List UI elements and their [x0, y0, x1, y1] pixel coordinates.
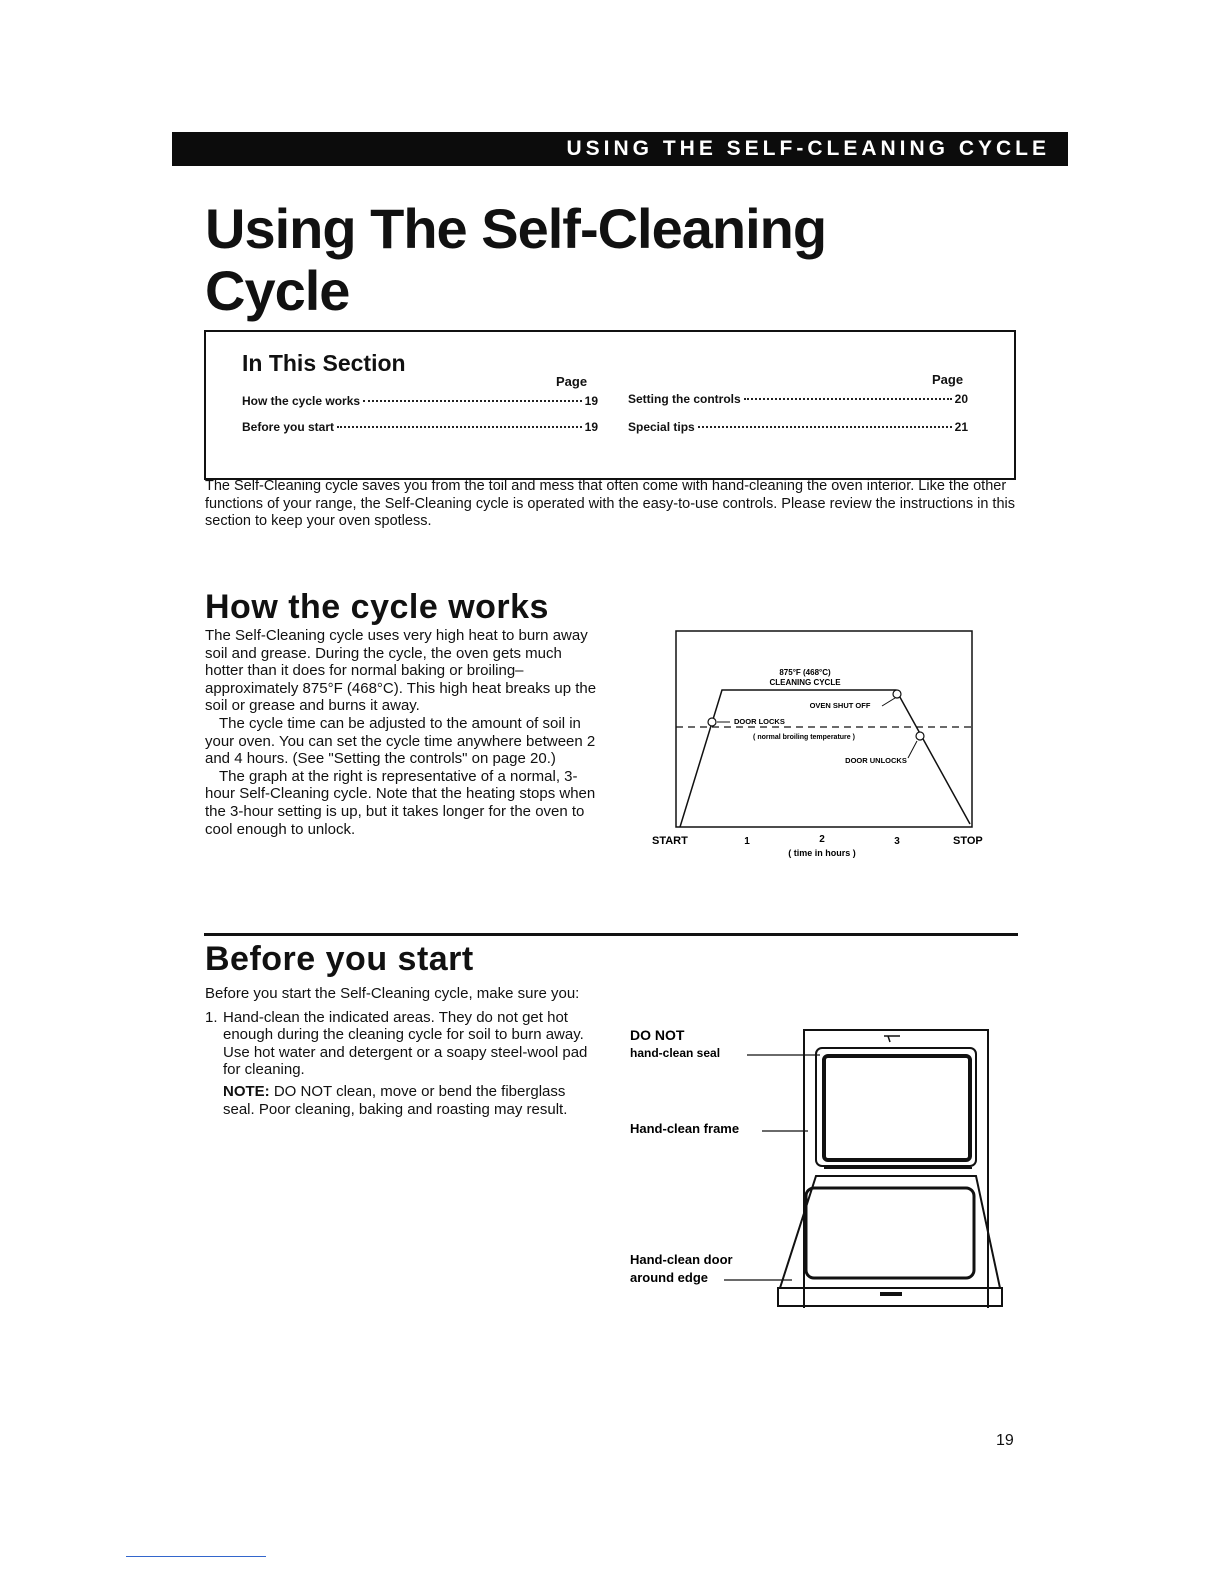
- toc-link-special-tips[interactable]: [628, 420, 968, 434]
- graph-x-tick-2: 2: [819, 834, 825, 845]
- how-paragraph-1: The Self-Cleaning cycle uses very high heat to burn away soil and grease. During the cycle, the oven gets much hotter than it does for normal baking or broiling–approximately 875°F (468°C). This high heat breaks up the soil or grease and burns it away.: [205, 627, 597, 715]
- toc-entry-label: How the cycle works: [242, 394, 361, 408]
- page-number: 19: [996, 1432, 1014, 1449]
- oven-illustration: [620, 1018, 1020, 1328]
- toc-leader: [744, 398, 952, 400]
- oven-drawing: [778, 1030, 1002, 1308]
- seal-label: hand-clean seal: [630, 1046, 721, 1060]
- toc-page-header-left: Page: [556, 374, 588, 389]
- oven-door-open: [780, 1176, 1000, 1288]
- oven-latch: [884, 1036, 900, 1042]
- before-you-start-heading: Before you start: [205, 940, 474, 978]
- toc-entry-page: 19: [584, 394, 598, 408]
- door-label-line-1: Hand-clean door: [630, 1252, 733, 1267]
- toc-entry-label: Before you start: [242, 420, 335, 434]
- oven-cavity-frame: [816, 1048, 976, 1166]
- graph-shut-off-label: OVEN SHUT OFF: [809, 701, 871, 710]
- oven-door-seal: [824, 1056, 970, 1160]
- section-divider: [204, 933, 1018, 936]
- page-title: [205, 198, 1005, 322]
- before-you-start-section: [205, 940, 600, 1118]
- step-1-note: [223, 1083, 600, 1118]
- step-1-text: Hand-clean the indicated areas. They do not get hot enough during the cleaning cycle for soil to burn away. Use hot water and detergent or a soapy steel-wool pad for cleaning.: [223, 1008, 588, 1079]
- graph-door-locks-label: DOOR LOCKS: [734, 717, 785, 726]
- oven-shut-off-marker: [893, 690, 901, 698]
- toc-entry-page: 20: [954, 392, 968, 406]
- intro-paragraph: The Self-Cleaning cycle saves you from the toil and mess that often come with hand-cleaning the oven interior. Like the other functions of your range, the Self-Cleaning cycle is operated with the easy-to-use controls. Please review the instructions in this section to keep your oven spotless.: [205, 478, 1015, 529]
- how-cycle-works-heading: How the cycle works: [205, 588, 549, 626]
- toc-leader: [363, 400, 582, 402]
- how-paragraph-3: The graph at the right is representative of a normal, 3-hour Self-Cleaning cycle. Note that the heating stops when the 3-hour setting is up, but it takes longer for the oven to cool enough to unlock.: [205, 767, 596, 838]
- toc-leader: [337, 426, 582, 428]
- page-title-line-2: Cycle: [205, 259, 350, 322]
- toc-entry-page: 21: [954, 420, 968, 434]
- toc-link-before-you-start[interactable]: [242, 420, 598, 434]
- toc-leader: [698, 426, 952, 428]
- graph-cycle-label: CLEANING CYCLE: [769, 678, 841, 687]
- toc-link-setting-controls[interactable]: [628, 392, 968, 406]
- toc-entry-label: Special tips: [628, 420, 695, 434]
- graph-x-caption: ( time in hours ): [788, 848, 856, 858]
- footer-line: [126, 1556, 266, 1557]
- page-title-line-1: Using The Self-Cleaning: [205, 197, 827, 260]
- graph-x-tick-3: 3: [894, 836, 900, 847]
- temperature-curve: [680, 690, 970, 827]
- step-1: [205, 1009, 600, 1119]
- toc-page-header-right: Page: [932, 372, 964, 387]
- graph-door-unlocks-label: DOOR UNLOCKS: [845, 756, 907, 765]
- graph-x-stop: STOP: [953, 835, 983, 847]
- graph-temp-label: 875°F (468°C): [779, 668, 831, 677]
- graph-x-tick-1: 1: [744, 836, 750, 847]
- how-paragraph-2: The cycle time can be adjusted to the amount of soil in your oven. You can set the cycle time anywhere between 2 and 4 hours. (See "Setting the controls" on page 20.): [205, 714, 596, 768]
- door-label-line-2: around edge: [630, 1270, 709, 1285]
- toc-link-how-cycle-works[interactable]: [242, 394, 598, 408]
- step-1-number: 1.: [205, 1008, 218, 1026]
- unlocks-pointer: [908, 741, 917, 758]
- oven-door-edge: [778, 1288, 1002, 1306]
- graph-normal-broil-label: ( normal broiling temperature ): [753, 734, 855, 741]
- toc-entry-page: 19: [584, 420, 598, 434]
- frame-label: Hand-clean frame: [630, 1121, 740, 1136]
- note-label: NOTE:: [223, 1082, 270, 1100]
- door-unlocks-marker: [916, 732, 924, 740]
- door-locks-marker: [708, 718, 716, 726]
- before-intro: Before you start the Self-Cleaning cycle, make sure you:: [205, 985, 580, 1002]
- note-text: DO NOT clean, move or bend the fiberglass seal. Poor cleaning, baking and roasting may result.: [223, 1082, 568, 1118]
- section-contents-box: [204, 330, 1016, 480]
- shut-off-pointer: [882, 698, 895, 706]
- section-banner: USING THE SELF-CLEANING CYCLE: [172, 132, 1068, 166]
- oven-door-window: [806, 1188, 974, 1278]
- graph-frame: [676, 631, 972, 827]
- donot-label: DO NOT: [630, 1027, 685, 1043]
- how-cycle-works-section: [205, 588, 597, 838]
- toc-heading: In This Section: [242, 350, 406, 376]
- graph-x-start: START: [652, 835, 688, 847]
- toc-entry-label: Setting the controls: [628, 392, 741, 406]
- cleaning-cycle-graph: [650, 628, 1000, 864]
